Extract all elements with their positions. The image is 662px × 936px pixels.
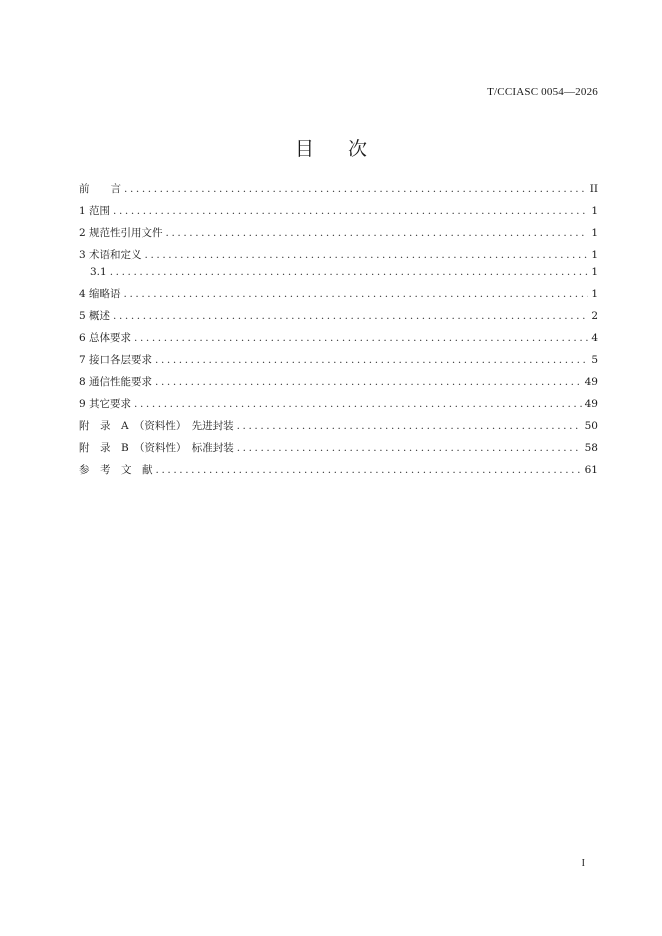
toc-entry-general-requirements[interactable] [79,329,598,351]
toc-entry-label: 附 录 B （资料性） 标准封装 [79,442,234,454]
toc-entry-label: 8 通信性能要求 [79,376,153,388]
toc-entry-label: 6 总体要求 [79,332,132,344]
toc-entry-normative-references[interactable] [79,224,598,246]
toc-entry-page: 4 [591,332,598,344]
toc-entry-abbreviations[interactable] [79,285,598,307]
title-char-2: 次 [348,138,368,160]
toc-entry-label: 3 术语和定义 [79,249,142,261]
toc-leader-dots [113,202,588,220]
toc-leader-dots [237,439,582,457]
toc-entry-label: 附 录 A （资料性） 先进封装 [79,420,234,432]
toc-leader-dots [124,285,589,303]
toc-entry-label: 9 其它要求 [79,398,132,410]
toc-leader-dots [113,307,588,325]
toc-entry-page: 1 [591,227,598,239]
toc-entry-page: 1 [591,205,598,217]
page-number: I [581,858,585,869]
toc-entry-label: 1 范围 [79,205,111,217]
toc-entry-page: 1 [591,249,598,261]
toc-entry-page: 49 [584,376,598,388]
toc-leader-dots [156,461,582,479]
toc-entry-communication-performance[interactable] [79,373,598,395]
toc-entry-page: II [589,183,598,195]
document-id: T/CCIASC 0054—2026 [487,86,598,98]
toc-leader-dots [110,263,589,281]
toc-leader-dots [237,417,582,435]
toc-entry-label: 2 规范性引用文件 [79,227,163,239]
toc-entry-terms[interactable] [79,246,598,263]
toc-entry-bibliography[interactable] [79,461,598,483]
toc-entry-page: 1 [591,288,598,300]
toc-leader-dots [124,180,587,198]
toc-entry-page: 50 [584,420,598,432]
toc-leader-dots [166,224,589,242]
toc-entry-scope[interactable] [79,202,598,224]
toc-entry-page: 5 [591,354,598,366]
toc-entry-interface-layer-requirements[interactable] [79,351,598,373]
toc-entry-label: 5 概述 [79,310,111,322]
toc-entry-page: 49 [584,398,598,410]
toc-entry-page: 61 [584,464,598,476]
toc-leader-dots [155,351,588,369]
toc-entry-appendix-b[interactable] [79,439,598,461]
toc-entry-page: 2 [591,310,598,322]
toc-entry-label: 参 考 文 献 [79,464,153,476]
toc-entry-page: 1 [591,266,598,278]
toc-entry-foreword[interactable] [79,180,598,202]
toc-leader-dots [134,395,582,413]
toc-entry-label: 7 接口各层要求 [79,354,153,366]
toc-entry-label: 3.1 [90,266,107,278]
toc-entry-other-requirements[interactable] [79,395,598,417]
toc-leader-dots [134,329,588,347]
toc-entry-label: 4 缩略语 [79,288,121,300]
toc-entry-terms-3-1[interactable] [79,263,598,285]
toc-leader-dots [145,246,589,263]
toc-entry-page: 58 [584,442,598,454]
title-char-1: 目 [294,138,314,160]
page-title [0,134,662,161]
table-of-contents [79,180,598,483]
toc-entry-overview[interactable] [79,307,598,329]
toc-entry-label: 前 言 [79,183,121,195]
toc-entry-appendix-a[interactable] [79,417,598,439]
toc-leader-dots [155,373,582,391]
